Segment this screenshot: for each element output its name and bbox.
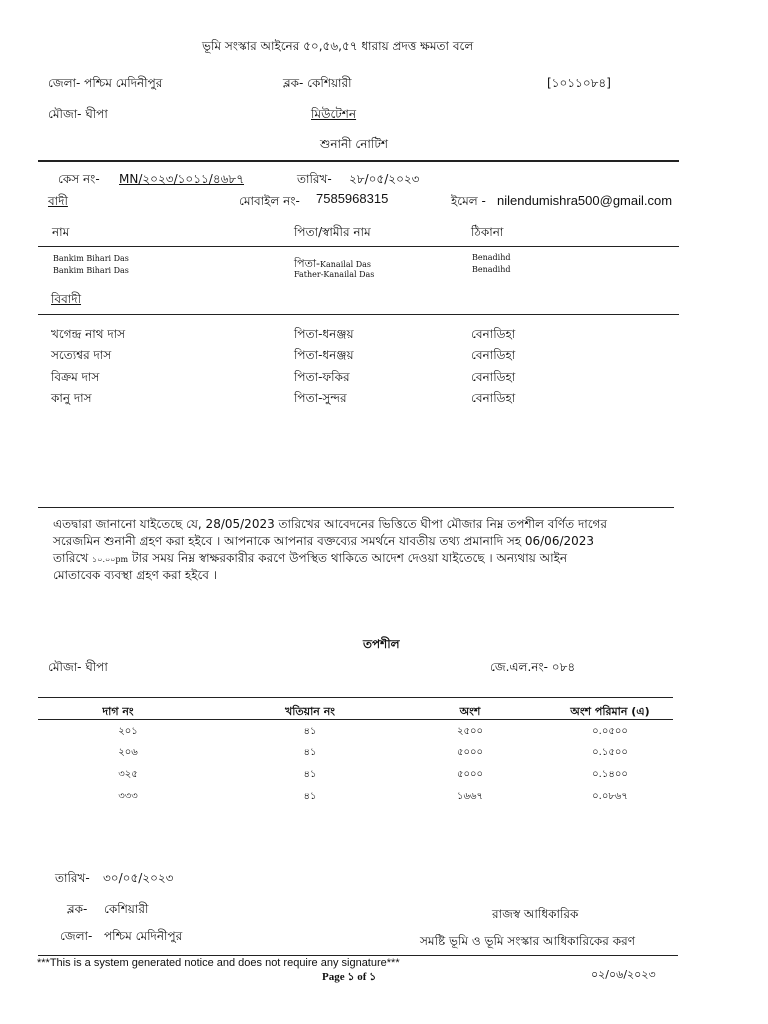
schedule-title: তপশীল bbox=[363, 637, 400, 651]
block: ব্লক- কেশিয়ারী bbox=[283, 76, 352, 90]
dag-number: ২০১ bbox=[118, 726, 138, 737]
opponent-father: পিতা-সুন্দর bbox=[294, 391, 347, 405]
reference-number: [১০১১০৮৪] bbox=[547, 76, 611, 90]
email-label: ইমেল - bbox=[451, 194, 486, 208]
footer-block: কেশিয়ারী bbox=[104, 902, 149, 916]
dag-number: ৩২৫ bbox=[118, 769, 138, 780]
share: ২৫০০ bbox=[457, 726, 483, 737]
page-number: Page ১ of ১ bbox=[322, 971, 377, 983]
dag-number: ৩৩৩ bbox=[118, 791, 138, 802]
share-area: ০.১৫০০ bbox=[592, 747, 628, 758]
print-date: ০২/০৬/২০২৩ bbox=[591, 968, 656, 981]
email-address: nilendumishra500@gmail.com bbox=[497, 193, 673, 208]
applicant-heading: বাদী bbox=[48, 194, 68, 208]
divider bbox=[38, 314, 679, 315]
schedule-mouza: মৌজা- ঘীপা bbox=[48, 660, 108, 674]
notice-title: শুনানী নোটিশ bbox=[320, 137, 388, 151]
opponent-address: বেনাডিহা bbox=[471, 391, 516, 405]
khatian-number: ৪১ bbox=[303, 726, 317, 737]
opponent-father: পিতা-ফকির bbox=[294, 370, 350, 384]
khatian-number: ৪১ bbox=[303, 769, 317, 780]
opponent-heading: বিবাদী bbox=[51, 292, 82, 306]
father-name: Kanailal Das bbox=[320, 260, 371, 269]
table-header-dag: দাগ নং bbox=[102, 705, 134, 718]
case-number-label: কেস নং- bbox=[58, 172, 100, 186]
opponent-name: বিক্রম দাস bbox=[51, 370, 100, 384]
mutation-title: মিউটেশন bbox=[311, 107, 357, 121]
share-area: ০.০৫০০ bbox=[592, 726, 628, 737]
applicant-name: Bankim Bihari Das bbox=[53, 254, 129, 263]
applicant-address: Benadihd bbox=[472, 265, 511, 274]
footer-date: ৩০/০৫/২০২৩ bbox=[103, 871, 174, 885]
column-father-name: পিতা/স্বামীর নাম bbox=[294, 225, 371, 239]
share: ৫০০০ bbox=[457, 769, 483, 780]
table-header-share: অংশ bbox=[459, 705, 481, 718]
opponent-name: খগেন্দ্র নাথ দাস bbox=[51, 327, 126, 341]
mobile-label: মোবাইল নং- bbox=[239, 194, 300, 208]
applicant-name: Bankim Bihari Das bbox=[53, 266, 129, 275]
body-text: তারিখে bbox=[53, 551, 93, 565]
applicant-father: Father-Kanailal Das bbox=[294, 270, 375, 279]
table-top-border bbox=[38, 697, 673, 698]
officer-title: রাজস্ব আধিকারিক bbox=[492, 907, 579, 921]
body-text: টার সময় নিম্ন স্বাক্ষরকারীর করণে উপস্থিত থাকিতে আদেশ দেওয়া যাইতেছে । অন্যথায় আইন bbox=[128, 551, 568, 565]
notice-body-line: সরেজমিন শুনানী গ্রহণ করা হইবে । আপনাকে আপনার বক্তব্যের সমর্থনে যাবতীয় তথ্য প্রমানাদি সহ 06/06/2023 bbox=[53, 534, 595, 548]
district: জেলা- পশ্চিম মেদিনীপুর bbox=[48, 76, 163, 90]
opponent-address: বেনাডিহা bbox=[471, 327, 516, 341]
table-header-area: অংশ পরিমান (এ) bbox=[570, 705, 650, 718]
column-address: ঠিকানা bbox=[471, 225, 504, 239]
office-name: সমষ্টি ভূমি ও ভূমি সংস্কার আধিকারিকের করণ bbox=[420, 934, 635, 948]
footer-district-label: জেলা- bbox=[60, 929, 93, 943]
khatian-number: ৪১ bbox=[303, 747, 317, 758]
divider bbox=[38, 507, 674, 508]
hearing-time: ১০.০০pm bbox=[92, 555, 129, 564]
dag-number: ২০৬ bbox=[118, 747, 138, 758]
footer-district: পশ্চিম মেদিনীপুর bbox=[104, 929, 183, 943]
footer-date-label: তারিখ- bbox=[55, 871, 90, 885]
khatian-number: ৪১ bbox=[303, 791, 317, 802]
share-area: ০.০৮৬৭ bbox=[592, 791, 628, 802]
opponent-address: বেনাডিহা bbox=[471, 348, 516, 362]
mouza: মৌজা- ঘীপা bbox=[48, 107, 108, 121]
divider bbox=[38, 246, 679, 247]
case-number: MN/২০২৩/১০১১/৪৬৮৭ bbox=[119, 172, 245, 186]
table-header-khatian: খতিয়ান নং bbox=[285, 705, 335, 718]
opponent-name: সত্যেশ্বর দাস bbox=[51, 348, 112, 362]
column-name: নাম bbox=[52, 225, 70, 239]
mobile-number: 7585968315 bbox=[316, 191, 389, 206]
system-note: ***This is a system generated notice and does not require any signature*** bbox=[37, 957, 400, 969]
applicant-address: Benadihd bbox=[472, 253, 511, 262]
authority-line: ভূমি সংস্কার আইনের ৫০,৫৬,৫৭ ধারায় প্রদত্ত ক্ষমতা বলে bbox=[202, 39, 474, 53]
opponent-name: কানু দাস bbox=[51, 391, 92, 405]
case-date-label: তারিখ- bbox=[297, 172, 332, 186]
opponent-father: পিতা-ধনঞ্জয় bbox=[294, 327, 354, 341]
notice-body-line: মোতাবেক ব্যবস্থা গ্রহণ করা হইবে । bbox=[53, 568, 218, 582]
opponent-father: পিতা-ধনঞ্জয় bbox=[294, 348, 354, 362]
divider bbox=[38, 160, 679, 162]
share: ১৬৬৭ bbox=[457, 791, 483, 802]
footer-block-label: ব্লক- bbox=[67, 902, 88, 916]
jl-number: জে.এল.নং- ০৮৪ bbox=[490, 660, 576, 674]
table-header-border bbox=[38, 719, 673, 720]
father-prefix: পিতা- bbox=[294, 257, 321, 270]
notice-body-line: এতদ্বারা জানানো যাইতেছে যে, 28/05/2023 তারিখের আবেদনের ভিত্তিতে ঘীপা মৌজার নিম্ন তপশীল বর্ণিত দাগের bbox=[53, 517, 608, 531]
share-area: ০.১৪০০ bbox=[592, 769, 628, 780]
case-date: ২৮/০৫/২০২৩ bbox=[349, 172, 420, 186]
opponent-address: বেনাডিহা bbox=[471, 370, 516, 384]
footer-divider bbox=[38, 955, 678, 956]
share: ৫০০০ bbox=[457, 747, 483, 758]
